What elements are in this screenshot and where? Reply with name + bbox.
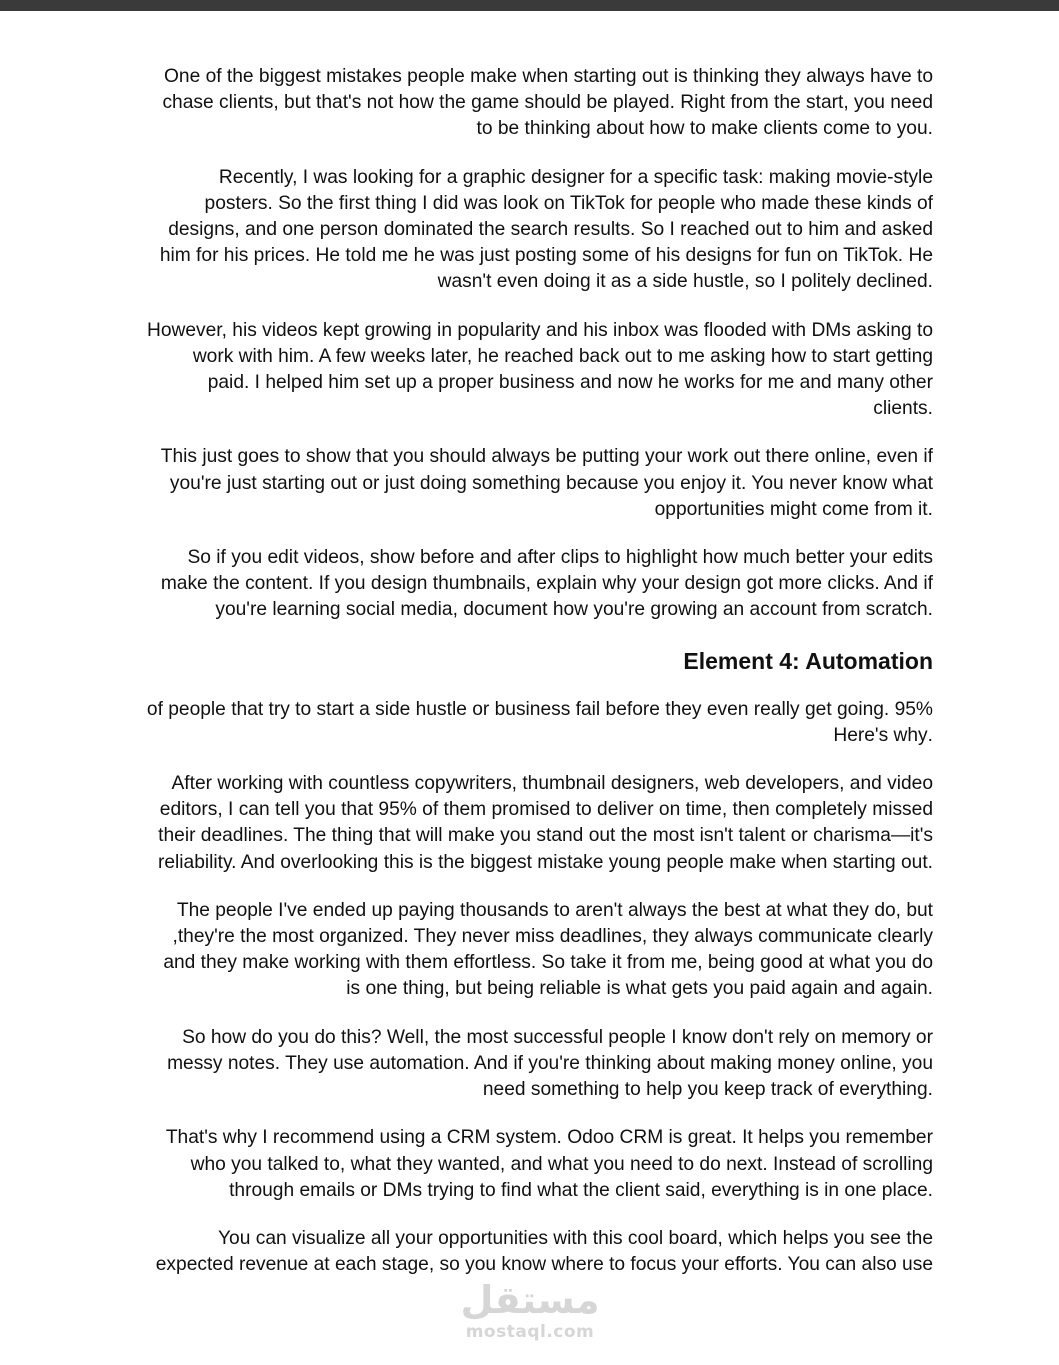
paragraph-3: However, his videos kept growing in popularity and his inbox was flooded with DMs asking to work with him. A few weeks later, he reached back out to me asking how to start getting paid. I helped him set up a proper business and now he works for me and many other .clients xyxy=(146,319,933,420)
paragraph-1: One of the biggest mistakes people make when starting out is thinking they always have to chase clients, but that's not how the game should be played. Right from the start, you need .to be thinking about how to make clients come to you xyxy=(162,66,933,140)
section-heading: Element 4: Automation xyxy=(683,647,933,674)
paragraph-4: This just goes to show that you should always be putting your work out there online, even if you're just starting out or just doing something because you enjoy it. You never know what .opportunities might come from it xyxy=(160,446,933,520)
watermark-logo xyxy=(440,1278,620,1342)
paragraph-10: That's why I recommend using a CRM system. Odoo CRM is great. It helps you remember who you talked to, what they wanted, and what you need to do next. Instead of scrolling .through emails or DMs trying to find what the client said, everything is in one place xyxy=(165,1127,933,1201)
paragraph-2: Recently, I was looking for a graphic designer for a specific task: making movie-style posters. So the first thing I did was look on TikTok for people who made these kinds of designs, and one person dominated the search results. So I reached out to him and asked him for his prices. He told me he was just posting some of his designs for fun on TikTok. He .wasn't even doing it as a side hustle, so I politely declined xyxy=(159,166,933,293)
top-bar xyxy=(0,0,1059,11)
paragraph-9: So how do you do this? Well, the most successful people I know don't rely on memory or messy notes. They use automation. And if you're thinking about making money online, you .need something to help you keep track of everything xyxy=(167,1026,933,1101)
watermark-latin-text: mostaql.com xyxy=(465,1322,595,1342)
document-body xyxy=(120,64,933,1300)
paragraph-6: of people that try to start a side hustle or business fail before they even really get going. 95% .Here's why xyxy=(146,698,933,746)
paragraph-5: So if you edit videos, show before and after clips to highlight how much better your edits make the content. If you design thumbnails, explain why your design got more clicks. And if .you're learning social media, document how you're growing an account from scratch xyxy=(160,547,933,621)
paragraph-8: The people I've ended up paying thousands to aren't always the best at what they do, but they're the most organized. They never miss deadlines, they always communicate clearly, and they make working with them effortless. So take it from me, being good at what you do .is one thing, but being reliable is what gets you paid again and again xyxy=(163,899,933,1000)
watermark-arabic-text: مستقل xyxy=(460,1278,600,1322)
paragraph-7: After working with countless copywriters, thumbnail designers, web developers, and video editors, I can tell you that 95% of them promised to deliver on time, then completely missed their deadlines. The thing that will make you stand out the most isn't talent or charisma—it's .reliability. And overlooking this is the biggest mistake young people make when starting out xyxy=(157,773,933,873)
paragraph-11: You can visualize all your opportunities with this cool board, which helps you see the expected revenue at each stage, so you know where to focus your efforts. You can also use xyxy=(155,1227,933,1276)
